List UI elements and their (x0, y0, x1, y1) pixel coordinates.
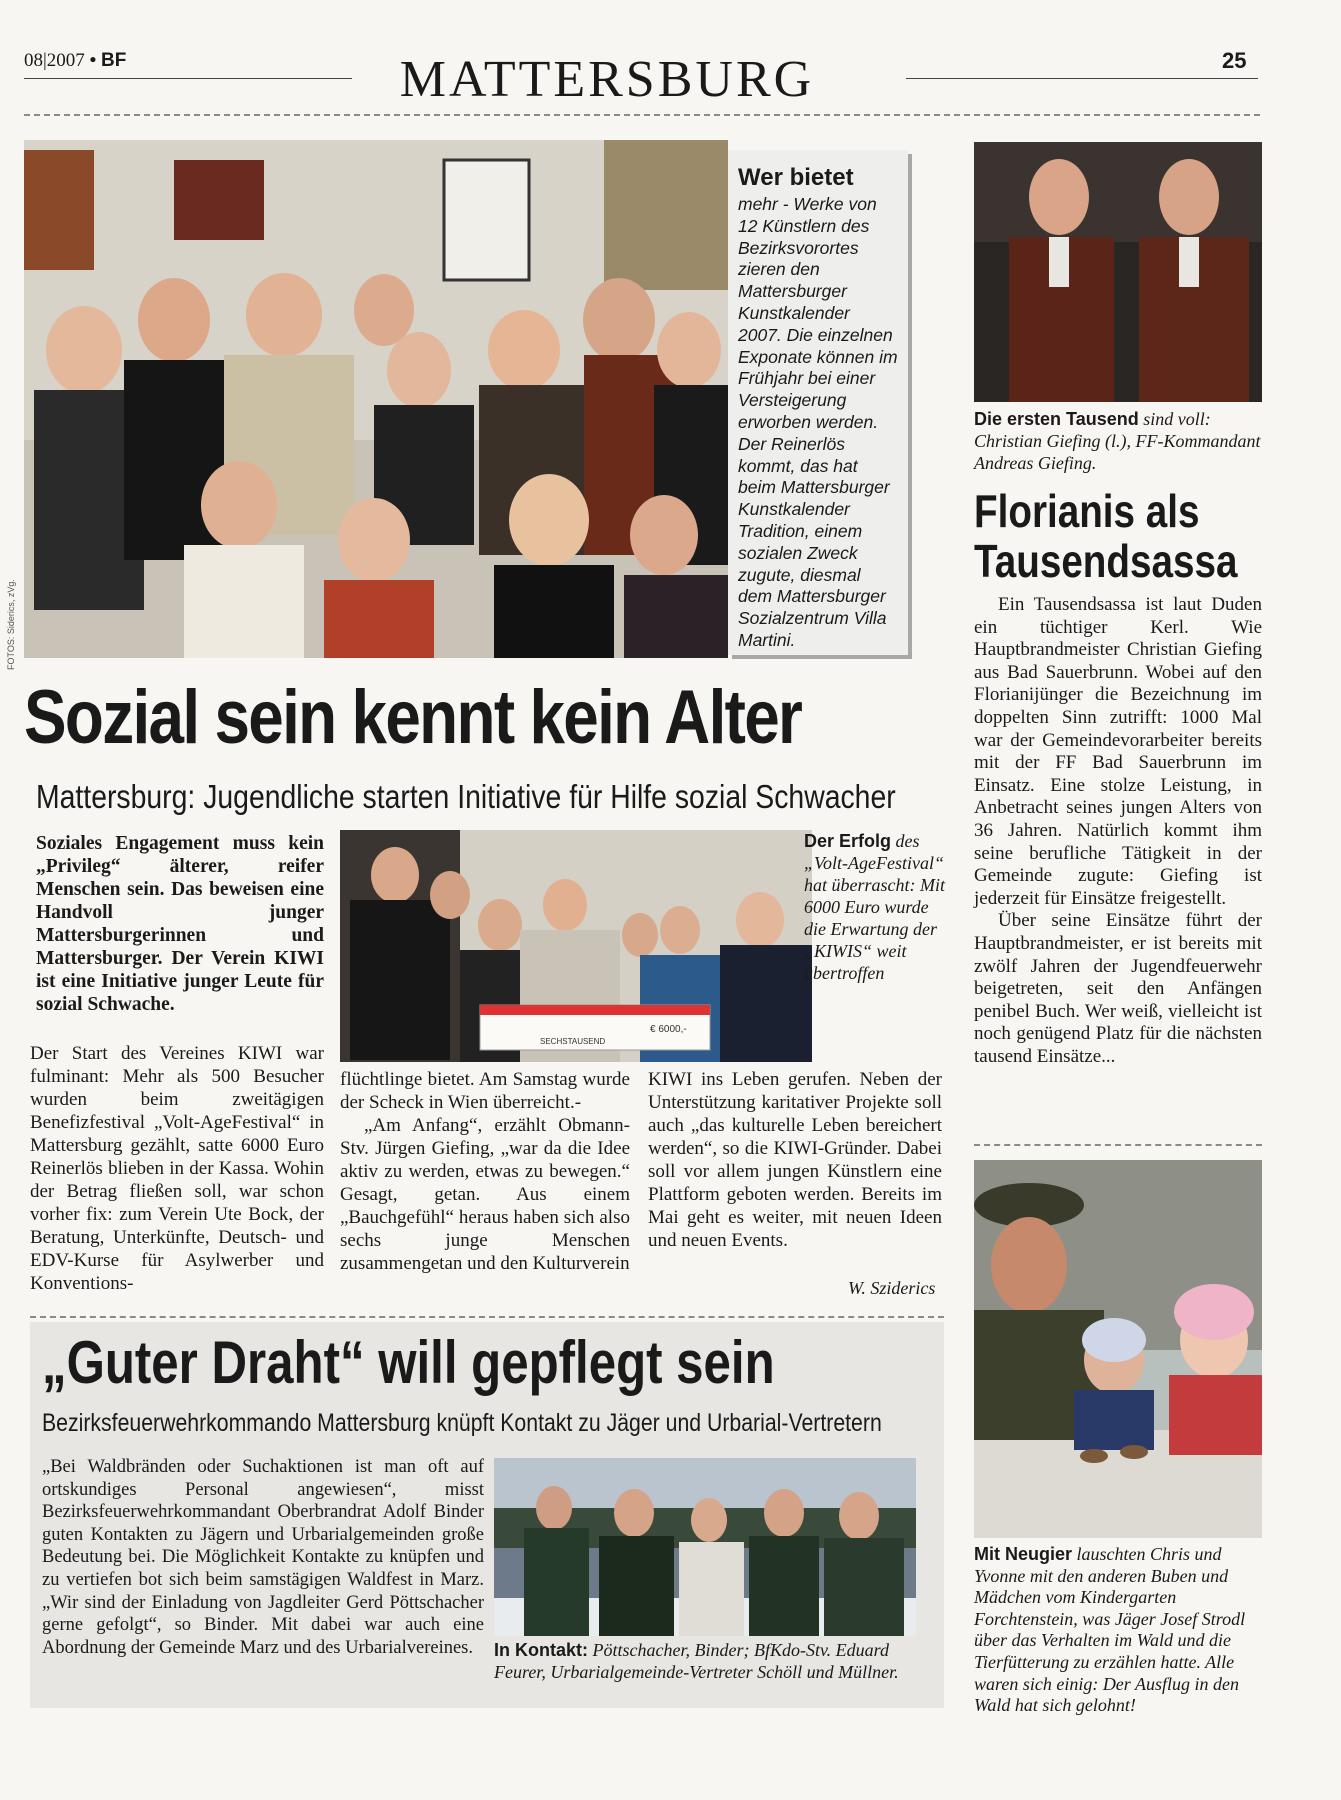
main-col1: Der Start des Vereines KIWI war fulminant: Mehr als 500 Besucher wurden beim zweitägigen Benefizfestival „Volt-AgeFestival“ in Mattersburg gezählt, satte 6000 Euro Reinerlös blieben in der Kassa. Wohin der Betrag fließen soll, war schon vorher fix: zum Verein Ute Bock, der Beratung, Unterkünfte, Deutsch- und EDV-Kurse für Asylwerber und Konventions- (30, 1043, 324, 1294)
bullet: • (89, 50, 97, 71)
header-rule-left (24, 78, 352, 79)
firefighters-caption (974, 408, 1264, 474)
firefighters-caption-lead: Die ersten Tausend (974, 409, 1139, 429)
sidebar-body (974, 594, 1262, 1068)
sidebar-divider (974, 1144, 1262, 1146)
byline: W. Sziderics (848, 1278, 936, 1298)
draht-divider (30, 1316, 944, 1318)
issue-date (24, 50, 126, 72)
issue-number: 08|2007 (24, 50, 85, 71)
kiwi-photo-caption (804, 830, 946, 984)
brand-label: BF (100, 50, 127, 71)
draht-photo-caption (494, 1640, 924, 1683)
section-title: MATTERSBURG (399, 51, 815, 108)
draht-body: „Bei Waldbränden oder Suchaktionen ist man oft auf ortskundiges Personal angewiesen“, misst Bezirksfeuerwehrkommandant Oberbrandrat Adolf Binder guten Kontakten zu Jägern und Urbarialgemeinden große Bedeutung bei. Die Möglichkeit Kontakte zu knüpfen und zu vertiefen bot sich beim samstägigen Waldfest in Marz. „Wir sind der Einladung von Jagdleiter Gerd Pöttschacher gerne gefolgt“, so Binder. Mit dabei war auch eine Abordnung der Gemeinde Marz und des Urbarialvereines. (42, 1457, 484, 1658)
kiwi-caption-lead: Der Erfolg (804, 831, 892, 851)
header-divider (24, 114, 1260, 116)
draht-caption-text: Pöttschacher, Binder; BfKdo-Stv. Eduard Feurer, Urbarialgemeinde-Vertreter Schöll und Müllner. (494, 1640, 899, 1682)
page-number: 25 (1222, 48, 1247, 73)
main-col2-p1: flüchtlinge bietet. Am Samstag wurde der Scheck in Wien überreicht.- (340, 1069, 630, 1113)
header-rule-right (906, 78, 1258, 79)
artists-group-photo (24, 140, 728, 658)
draht-caption-lead: In Kontakt: (494, 1640, 588, 1660)
sidebar-headline: Florianis als Tausendsassa (974, 485, 1238, 587)
main-headline: Sozial sein kennt kein Alter (24, 675, 802, 760)
main-col3: KIWI ins Leben gerufen. Neben der Unterstützung karitativer Projekte soll auch „das kulturelle Leben bereichert werden“, so die KIWI-Gründer. Dabei soll vor allem jungen Künstlern eine Plattform geboten werden. Bereits im Mai geht es weiter, mit neuen Ideen und neuen Events. (648, 1069, 942, 1251)
hunter-children-photo (974, 1160, 1262, 1538)
main-intro: Soziales Engagement muss kein „Privileg“ älterer, reifer Menschen sein. Das beweisen eine Handvoll junger Mattersburgerinnen und Mattersburger. Der Verein KIWI ist eine Initiative junger Leute für sozial Schwache. (36, 833, 324, 1015)
cheque-amount: € 6000,- (650, 1024, 687, 1035)
cheque-words: SECHSTAUSEND (540, 1037, 606, 1046)
hunter-caption-text: lauschten Chris und Yvonne mit den anderen Buben und Mädchen vom Kindergarten Forchtenstein, was Jäger Josef Strodl über das Verhalten im Wald und die Tierfütterung zu erzählen hatte. Alle waren sich einig: Der Ausflug in den Wald hat sich gelohnt! (974, 1544, 1246, 1716)
hunter-caption-lead: Mit Neugier (974, 1544, 1073, 1564)
kiwi-cheque-photo (340, 830, 812, 1062)
art-caption-lead: Wer bietet (738, 164, 854, 191)
main-col2-p2: „Am Anfang“, erzählt Obmann-Stv. Jürgen Giefing, „war da die Idee aktiv zu werden, etwas zu bewegen.“ Gesagt, getan. Aus einem „Bauchgefühl“ heraus haben sich also sechs junge Menschen zusammengetan und den Kulturverein (340, 1115, 630, 1274)
main-col2 (340, 1068, 630, 1275)
kiwi-caption-text: des „Volt-AgeFestival“ hat überrascht: Mit 6000 Euro wurde die Erwartung der „KIWIS“ weit übertroffen (804, 831, 945, 983)
main-subheadline: Mattersburg: Jugendliche starten Initiative für Hilfe sozial Schwacher (36, 778, 896, 815)
firefighters-photo (974, 142, 1262, 402)
firefighters-caption-text: sind voll: Christian Giefing (l.), FF-Kommandant Andreas Giefing. (974, 409, 1261, 473)
draht-photo (494, 1458, 916, 1636)
art-caption-text: mehr - Werke von 12 Künstlern des Bezirksvorortes zieren den Mattersburger Kunstkalender 2007. Die einzelnen Exponate können im Frühjahr bei einer Versteigerung erworben werden. Der Reinerlös kommt, das hat beim Mattersburger Kunstkalender Tradition, einem sozialen Zweck zugute, diesmal dem Mattersburger Sozialzentrum Villa Martini. (738, 194, 898, 650)
draht-box (30, 1322, 944, 1708)
sidebar-body-p2: Über seine Einsätze führt der Hauptbrandmeister, er ist bereits mit zwölf Jahren der Jugendfeuerwehr beigetreten, seit den Anfängen penibel Buch. Wer weiß, vielleicht ist noch genügend Platz für die nächsten tausend Einsätze... (974, 910, 1262, 1067)
draht-subheadline: Bezirksfeuerwehrkommando Mattersburg knüpft Kontakt zu Jäger und Urbarial-Vertretern (42, 1409, 882, 1437)
draht-headline: „Guter Draht“ will gepflegt sein (42, 1329, 775, 1396)
sidebar-body-p1: Ein Tausendsassa ist laut Duden ein tüchtiger Kerl. Wie Hauptbrandmeister Christian Giefing aus Bad Sauerbrunn. Wobei auf den Florianijünger die Bezeichnung im doppelten Sinn zutrifft: 1000 Mal war der Gemeindevorarbeiter bereits mit der FF Bad Sauerbrunn im Einsatz. Eine stolze Leistung, in Anbetracht seines jungen Alters von 36 Jahren. Natürlich kommt ihm seine berufliche Tätigkeit in der Gemeinde zugute: Giefing ist jederzeit für Einsätze freigestellt. (974, 594, 1262, 909)
art-caption-box (728, 150, 908, 655)
photo-credit: FOTOS: Siderics, zVg. (6, 579, 16, 670)
hunter-children-caption (974, 1544, 1264, 1717)
